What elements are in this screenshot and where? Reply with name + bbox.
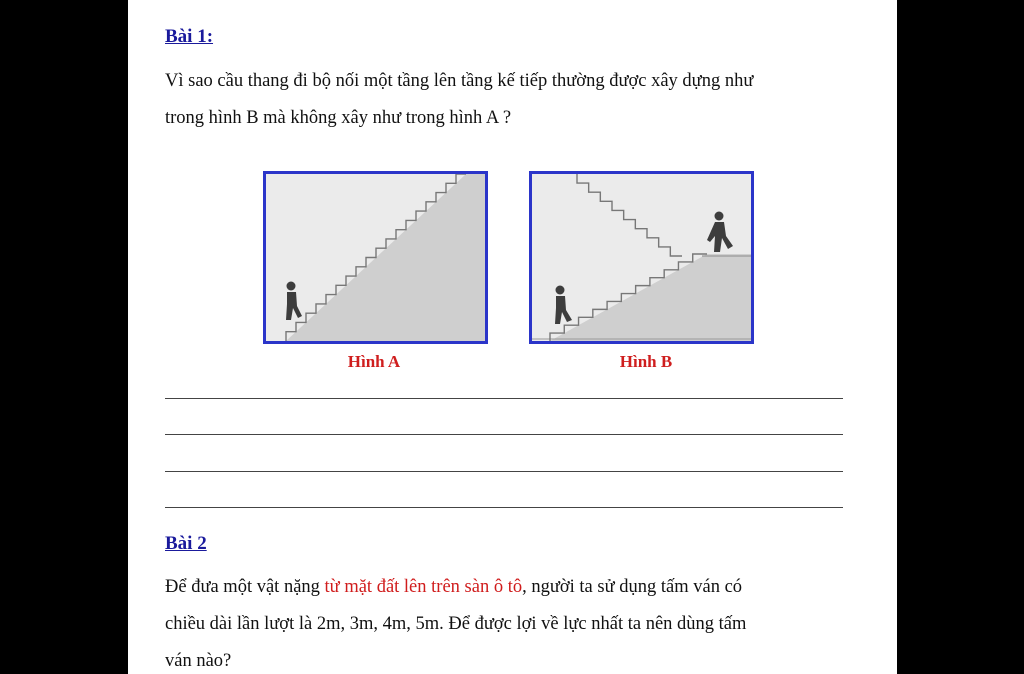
bai2-question-line2: chiều dài lần lượt là 2m, 3m, 4m, 5m. Để được lợi về lực nhất ta nên dùng tấm bbox=[165, 614, 747, 634]
answer-line bbox=[165, 434, 843, 435]
person-climbing-b-lower bbox=[555, 286, 572, 325]
answer-line bbox=[165, 471, 843, 472]
bai2-text-part1: Để đưa một vật nặng bbox=[165, 577, 325, 597]
bai2-heading: Bài 2 bbox=[165, 533, 207, 554]
bai1-heading: Bài 1: bbox=[165, 26, 214, 47]
bai2-highlight-text: từ mặt đất lên trên sàn ô tô bbox=[324, 577, 523, 597]
bai1-question-line1: Vì sao cầu thang đi bộ nối một tầng lên tầng kế tiếp thường được xây dựng như bbox=[165, 71, 754, 91]
figure-b-caption: Hình B bbox=[619, 352, 673, 371]
figure-b-image bbox=[529, 171, 754, 344]
bai2-question-line1 bbox=[165, 569, 865, 606]
answer-line bbox=[165, 507, 843, 508]
bai1-question-line2: trong hình B mà không xây như trong hình A ? bbox=[165, 108, 512, 128]
bai1-question bbox=[165, 63, 865, 137]
person-climbing-b-upper bbox=[707, 212, 733, 253]
person-climbing-a bbox=[286, 282, 302, 321]
document-page bbox=[128, 0, 897, 674]
answer-line bbox=[165, 398, 843, 399]
bai2-question-line3: ván nào? bbox=[165, 651, 232, 671]
bai2-question bbox=[165, 569, 865, 674]
bai2-text-part2: , người ta sử dụng tấm ván có bbox=[522, 577, 743, 597]
figure-a-caption: Hình A bbox=[347, 352, 401, 371]
figure-a-image bbox=[263, 171, 488, 344]
